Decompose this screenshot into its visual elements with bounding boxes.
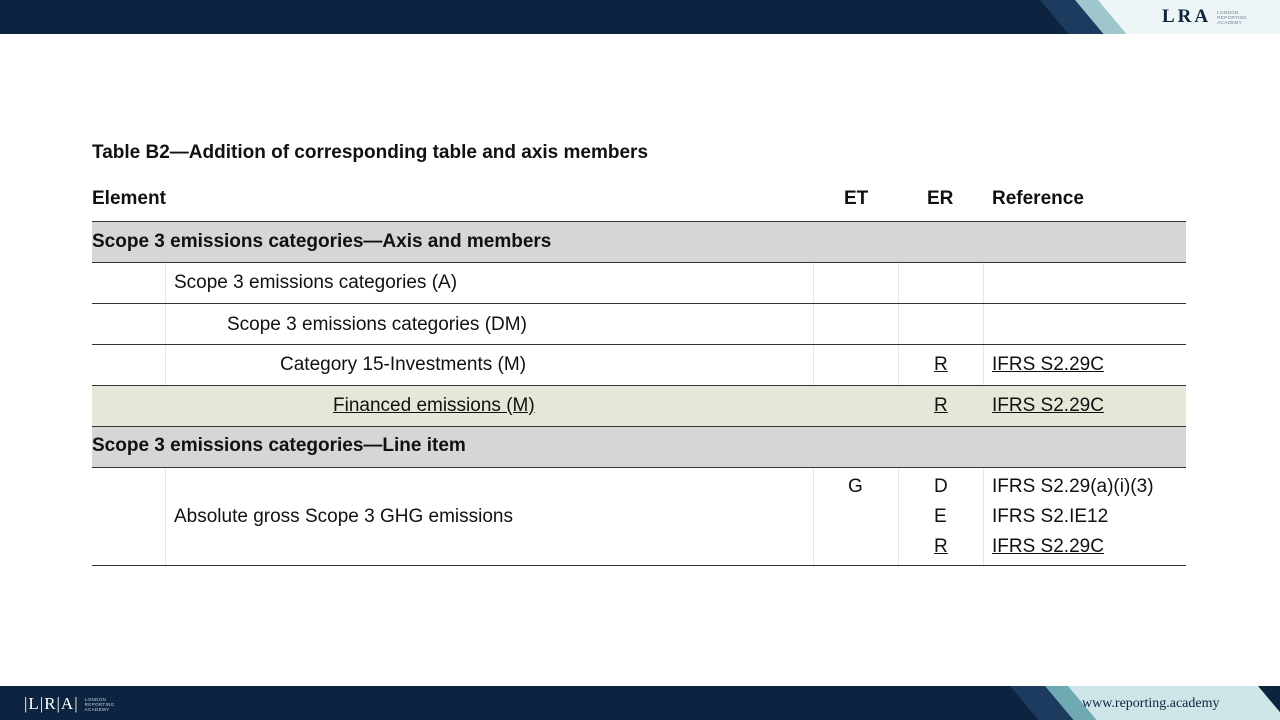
reference-cell: IFRS S2.IE12 (992, 506, 1109, 527)
reference-cell: IFRS S2.29(a)(i)(3) (992, 476, 1154, 497)
table-row-highlighted (92, 385, 1186, 426)
column-header-reference: Reference (992, 188, 1084, 209)
element-cell: Scope 3 emissions categories (DM) (227, 314, 527, 335)
et-cell: G (848, 476, 863, 497)
element-cell: Absolute gross Scope 3 GHG emissions (174, 506, 513, 527)
table-row (92, 344, 1186, 385)
er-cell: E (934, 506, 947, 527)
table-row (92, 303, 1186, 344)
lra-logo (1162, 6, 1247, 28)
reference-link[interactable]: IFRS S2.29C (992, 536, 1104, 557)
table-section-row (92, 221, 1186, 262)
section-heading: Scope 3 emissions categories—Line item (92, 435, 466, 456)
reference-link[interactable]: IFRS S2.29C (992, 395, 1104, 416)
table-row (92, 262, 1186, 303)
table-row (92, 467, 1186, 566)
reference-link[interactable]: IFRS S2.29C (992, 354, 1104, 375)
element-cell: Scope 3 emissions categories (A) (174, 272, 458, 293)
column-header-er: ER (927, 188, 954, 209)
top-banner (0, 0, 1280, 34)
lra-footer-logo (24, 694, 115, 714)
er-cell: R (934, 536, 948, 557)
logo-subtext: LONDON REPORTING ACADEMY (84, 696, 115, 712)
column-header-element: Element (92, 188, 166, 209)
table-title: Table B2—Addition of corresponding table and axis members (92, 142, 649, 163)
er-cell: R (934, 395, 948, 416)
er-cell: D (934, 476, 948, 497)
element-link[interactable]: Financed emissions (M) (333, 395, 535, 416)
logo-mark: LRA (1162, 6, 1212, 27)
section-heading: Scope 3 emissions categories—Axis and members (92, 231, 552, 252)
logo-subtext: LONDON REPORTING ACADEMY (1217, 9, 1248, 25)
logo-mark: |L|R|A| (24, 694, 79, 713)
table-bottom-rule (92, 565, 1186, 566)
table-section-row (92, 426, 1186, 467)
element-cell: Category 15-Investments (M) (280, 354, 527, 375)
er-cell: R (934, 354, 948, 375)
website-url[interactable]: www.reporting.academy (1082, 696, 1220, 711)
column-header-et: ET (844, 188, 869, 209)
